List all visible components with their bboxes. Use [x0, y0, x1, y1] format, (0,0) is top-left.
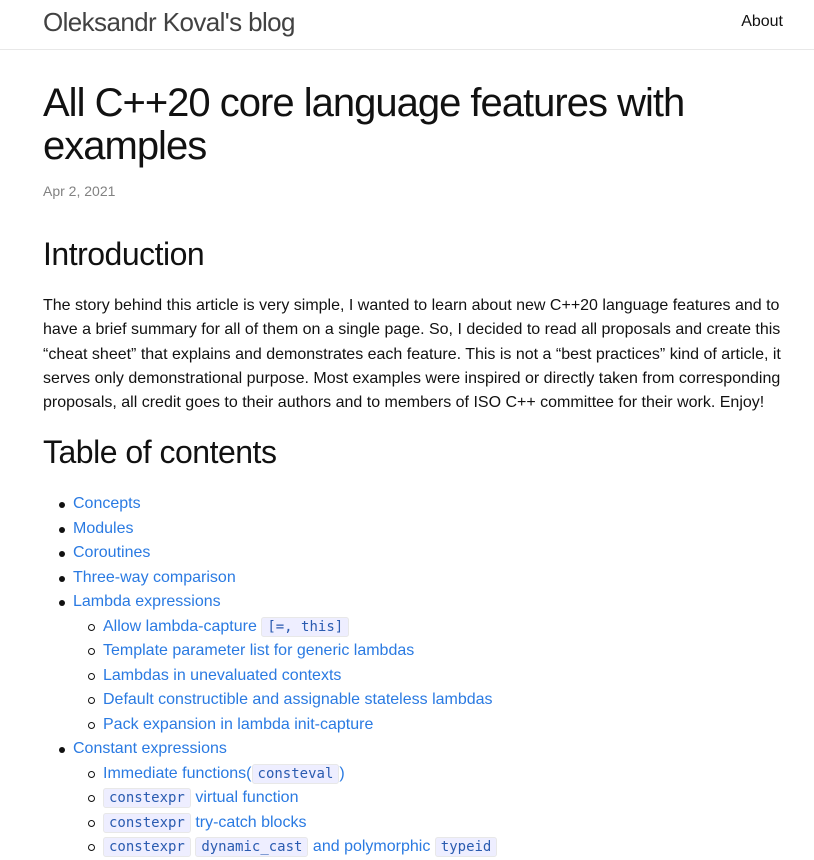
code-typeid: typeid — [435, 837, 498, 857]
toc-link-polymorphic-text: and polymorphic — [312, 838, 431, 855]
site-header — [0, 0, 814, 50]
toc-heading: Table of contents — [43, 434, 277, 470]
post-title: All C++20 core language features with examples — [43, 81, 685, 168]
toc-link-lambdas-unevaluated[interactable]: Lambdas in unevaluated contexts — [103, 666, 342, 684]
list-item — [43, 713, 783, 738]
code-lambda-capture: [=, this] — [261, 617, 349, 637]
list-item — [43, 517, 783, 542]
toc-link-constexpr-dynamic-cast[interactable] — [103, 838, 497, 855]
list-item — [43, 688, 783, 713]
code-constexpr: constexpr — [103, 837, 191, 857]
table-of-contents — [43, 492, 783, 860]
code-consteval: consteval — [252, 764, 340, 784]
nav-about-link[interactable]: About — [741, 13, 783, 30]
site-title-link[interactable]: Oleksandr Koval's blog — [43, 7, 295, 37]
toc-link-constexpr-virtual[interactable] — [103, 789, 298, 806]
list-item — [43, 566, 783, 591]
toc-link-default-constructible-lambdas[interactable]: Default constructible and assignable stateless lambdas — [103, 691, 493, 708]
code-constexpr: constexpr — [103, 813, 191, 833]
list-item — [43, 664, 783, 689]
list-item — [43, 786, 783, 811]
toc-link-constexpr-try-catch[interactable] — [103, 814, 306, 831]
toc-link-pack-expansion[interactable]: Pack expansion in lambda init-capture — [103, 715, 374, 733]
code-constexpr: constexpr — [103, 788, 191, 808]
toc-link-immediate-close: ) — [339, 764, 345, 782]
introduction-paragraph: The story behind this article is very simple, I wanted to learn about new C++20 language features and to have a brief summary for all of them on a single page. So, I decided to read all proposals and create this “cheat sheet” that explains and demonstrates each feature. This is not a “best practices” kind of article, it serves only demonstrational purpose. Most examples were inspired or directly taken from corresponding proposals, all credit goes to their authors and to members of ISO C++ committee for their work. Enjoy! — [43, 297, 781, 412]
list-item — [43, 615, 783, 640]
toc-link-immediate-functions[interactable] — [103, 765, 345, 782]
toc-link-modules[interactable]: Modules — [73, 519, 134, 537]
toc-link-three-way-comparison[interactable]: Three-way comparison — [73, 568, 236, 586]
toc-link-concepts[interactable]: Concepts — [73, 495, 141, 512]
list-item — [43, 835, 783, 860]
code-dynamic-cast: dynamic_cast — [195, 837, 308, 857]
toc-link-try-catch-text: try-catch blocks — [195, 813, 307, 831]
toc-link-template-parameter-list[interactable]: Template parameter list for generic lambdas — [103, 642, 415, 659]
list-item — [43, 492, 783, 517]
toc-link-constant-expressions[interactable]: Constant expressions — [73, 740, 227, 757]
introduction-heading: Introduction — [43, 236, 205, 272]
toc-link-lambda-capture[interactable] — [103, 618, 349, 635]
toc-link-virtual-text: virtual function — [195, 789, 299, 806]
list-item — [43, 639, 783, 664]
list-item — [43, 811, 783, 836]
toc-link-lambda-expressions[interactable]: Lambda expressions — [73, 593, 221, 610]
list-item — [43, 737, 783, 762]
list-item — [43, 762, 783, 787]
toc-link-coroutines[interactable]: Coroutines — [73, 544, 151, 561]
list-item — [43, 541, 783, 566]
list-item — [43, 590, 783, 615]
toc-link-immediate-text: Immediate functions( — [103, 764, 252, 782]
toc-link-lambda-capture-text: Allow lambda-capture — [103, 617, 257, 635]
post-date: Apr 2, 2021 — [43, 183, 116, 199]
